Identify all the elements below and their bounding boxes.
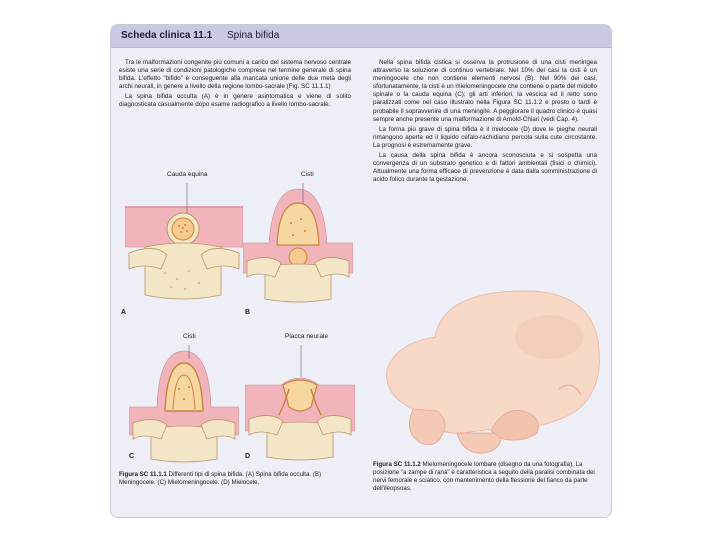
figure-2-caption [373, 461, 601, 493]
left-text-column [119, 59, 351, 112]
clinical-sheet [110, 24, 612, 518]
sheet-header [111, 25, 611, 48]
figure-spina-bifida-types [121, 167, 356, 477]
figure-1-caption-text: Differenti tipi di spina bifida. (A) Spina bifida occulta. (B) Meningocele. (C) Mielomeningocele. (D) Mielocele. [119, 471, 322, 486]
sheet-title: Spina bifida [227, 30, 280, 41]
panel-letter-b: B [245, 309, 251, 316]
paragraph: La spina bifida occulta (A) è in genere asintomatica e viene di solito diagnosticata casualmente dopo esame radiografico a livello lombo-sacrale. [119, 93, 351, 109]
figure-2-ref: Figura SC 11.1.2 [373, 461, 421, 468]
panel-letter-a: A [121, 309, 127, 316]
figure-1-ref: Figura SC 11.1.1 [119, 471, 167, 478]
panel-d-myelocele-illustration [245, 345, 355, 463]
label-placca-neurale: Placca neurale [285, 333, 328, 340]
panel-b-meningocele-illustration [243, 183, 353, 303]
paragraph: La causa della spina bifida è ancora sconosciuta e si sospetta una convergenza di un substrato genetico e di fattori ambientali (fisici o chimici). Attualmente una forma efficace di prevenzione è data dalla somministrazione di acido folico durante la gestazione. [373, 152, 597, 184]
infant-myelomeningocele-drawing [373, 283, 603, 461]
paragraph: Tra le malformazioni congenite più comuni a carico del sistema nervoso centrale esiste una serie di condizioni patologiche comprese nel termine generale di spina bifida. L'effetto "bifido" è conseguente alla mancata unione delle due metà degli archi neurali, in genere a livello della regione lombo-sacrale (Fig. SC 11.1.1) [119, 59, 351, 91]
label-cauda-equina: Cauda equina [167, 171, 208, 178]
paragraph: La forma più grave di spina bifida è il mielocele (D) dove le pieghe neurali rimangono aperte ed il liquido cefalo-rachidiano percola sulla cute circostante. La prognosi è estremamente grave. [373, 125, 597, 149]
figure-2-caption-text: Mielomeningocele lombare (disegno da una fotografia). La posizione "a zampe di rana" è caratteristica a seguito della paralisi combinata dei nervi femorale e sciatico, con mantenimento della flessione del fianco da parte dell'ileopsoas. [373, 461, 595, 492]
label-cisti-b: Cisti [301, 171, 314, 178]
figure-1-caption [119, 471, 357, 487]
panel-c-myelomeningocele-illustration [129, 345, 239, 463]
label-cisti-c: Cisti [183, 333, 196, 340]
paragraph: Nella spina bifida cistica si osserva la protrusione di una cisti meningea attraverso la soluzione di continuo vertebrale. Nel 10% dei casi la cisti è un meningocele che non contiene elementi nervosi (B). Nel 90% dei casi, sfortunatamente, la cisti è un mielomeningocele che contiene o parte del midollo spinale o la cauda equina (C); gli arti inferiori, la vescica ed il retto sono paralizzati come nel caso illustrato nella Figura SC 11.1.2 e presto o tardi è probabile il sopravvenire di una meningite. A peggiorare il quadro clinico è quasi sempre anche presente una malformazione di Arnold-Chiari (vedi Cap. 4). [373, 59, 597, 123]
right-text-column [373, 59, 597, 186]
panel-letter-d: D [245, 453, 251, 460]
panel-a-occulta-illustration [125, 183, 243, 303]
panel-letter-c: C [129, 453, 135, 460]
sheet-number: Scheda clinica 11.1 [121, 30, 213, 41]
